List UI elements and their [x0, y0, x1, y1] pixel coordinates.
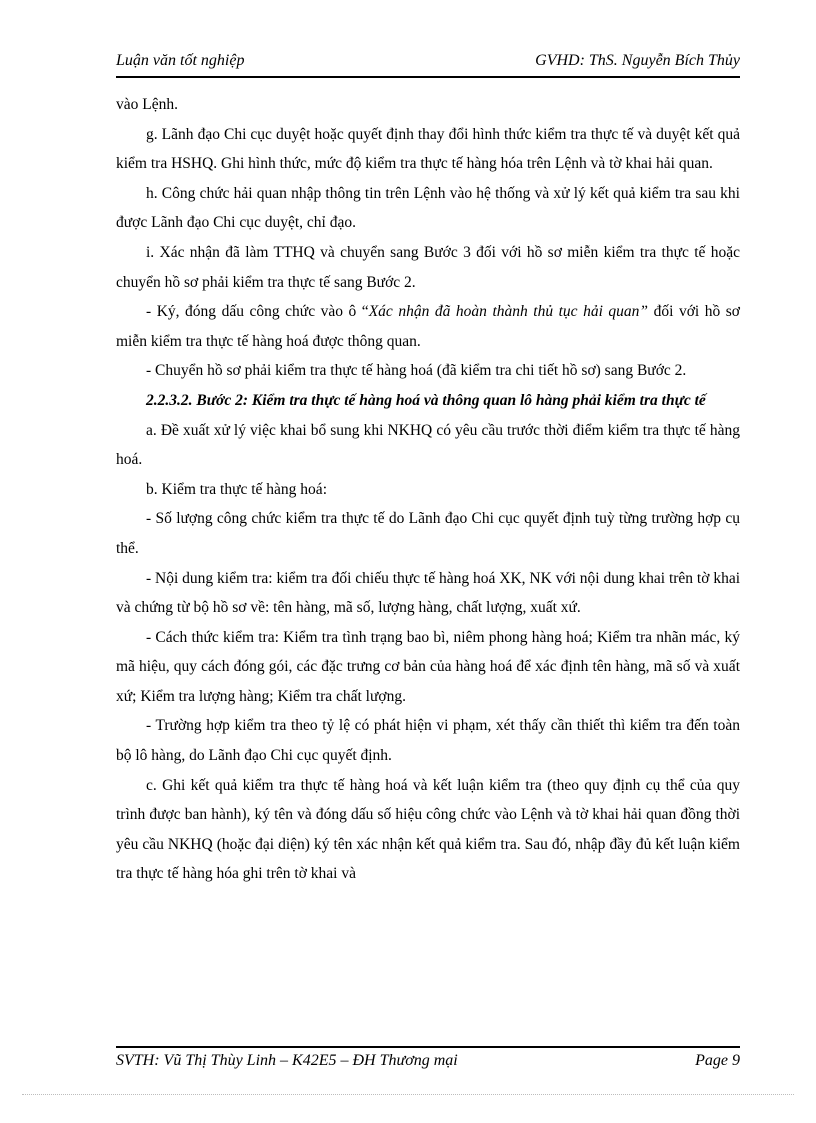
bullet-inspection-content: - Nội dung kiểm tra: kiểm tra đối chiếu thực tế hàng hoá XK, NK với nội dung khai trên tờ khai và chứng từ bộ hồ sơ về: tên hàng, mã số, lượng hàng, chất lượng, xuất xứ.: [116, 569, 740, 617]
bullet-transfer-step2: - Chuyển hồ sơ phải kiểm tra thực tế hàng hoá (đã kiểm tra chi tiết hồ sơ) sang Bước 2.: [146, 362, 687, 380]
paragraph-g: g. Lãnh đạo Chi cục duyệt hoặc quyết định thay đổi hình thức kiểm tra thực tế và duyệt kết quả kiểm tra HSHQ. Ghi hình thức, mức độ kiểm tra thực tế hàng hóa trên Lệnh và tờ khai hải quan.: [116, 125, 740, 173]
bullet-sign-stamp: [116, 297, 740, 356]
paragraph-b: b. Kiểm tra thực tế hàng hoá:: [146, 480, 327, 498]
paragraph-a: a. Đề xuất xử lý việc khai bổ sung khi NKHQ có yêu cầu trước thời điểm kiểm tra thực tế hàng hoá.: [116, 421, 740, 469]
page-bottom-divider: [22, 1094, 794, 1095]
paragraph-c: c. Ghi kết quả kiểm tra thực tế hàng hoá và kết luận kiểm tra (theo quy định cụ thể của quy trình được ban hành), ký tên và đóng dấu số hiệu công chức vào Lệnh và tờ khai hải quan đồng thời yêu cầu NKHQ (hoặc đại diện) ký tên xác nhận kết quả kiểm tra. Sau đó, nhập đầy đủ kết luận kiểm tra thực tế hàng hóa ghi trên tờ khai và: [116, 776, 740, 883]
bullet-violation-case: - Trường hợp kiểm tra theo tỷ lệ có phát hiện vi phạm, xét thấy cần thiết thì kiểm tra đến toàn bộ lô hàng, do Lãnh đạo Chi cục quyết định.: [116, 717, 740, 765]
bullet-inspection-method: - Cách thức kiểm tra: Kiểm tra tình trạng bao bì, niêm phong hàng hoá; Kiểm tra nhãn mác, ký mã hiệu, quy cách đóng gói, các đặc trưng cơ bản của hàng hoá để xác định tên hàng, mã số và xuất xứ; Kiểm tra lượng hàng; Kiểm tra chất lượng.: [116, 628, 740, 705]
bullet-sign-stamp-text-c: đối với hồ sơ miễn kiểm tra thực tế hàng hoá được thông quan.: [116, 303, 740, 350]
paragraph-h: h. Công chức hải quan nhập thông tin trên Lệnh vào hệ thống và xử lý kết quả kiểm tra sau khi được Lãnh đạo Chi cục duyệt, chỉ đạo.: [116, 184, 740, 232]
page-footer: [116, 1046, 740, 1076]
header-advisor: GVHD: ThS. Nguyễn Bích Thủy: [535, 52, 740, 69]
paragraph-continuation: vào Lệnh.: [116, 96, 178, 113]
paragraph-i: i. Xác nhận đã làm TTHQ và chuyển sang Bước 3 đối với hồ sơ miễn kiểm tra thực tế hoặc chuyển hồ sơ phải kiểm tra thực tế sang Bước 2.: [116, 243, 740, 291]
bullet-sign-stamp-italic: Xác nhận đã hoàn thành thủ tục hải quan”: [368, 303, 649, 321]
page-body: [116, 90, 740, 889]
page-header: [116, 50, 740, 78]
bullet-sign-stamp-text-a: - Ký, đóng dấu công chức vào ô “: [146, 303, 369, 321]
footer-author: SVTH: Vũ Thị Thùy Linh – K42E5 – ĐH Thương mại: [116, 1052, 458, 1069]
section-heading: 2.2.3.2. Bước 2: Kiểm tra thực tế hàng hoá và thông quan lô hàng phải kiểm tra thực tế: [146, 391, 706, 409]
footer-page-number: Page 9: [695, 1052, 740, 1069]
bullet-staff-count: - Số lượng công chức kiểm tra thực tế do Lãnh đạo Chi cục quyết định tuỳ từng trường hợp cụ thể.: [116, 510, 740, 557]
header-thesis-title: Luận văn tốt nghiệp: [116, 52, 245, 69]
